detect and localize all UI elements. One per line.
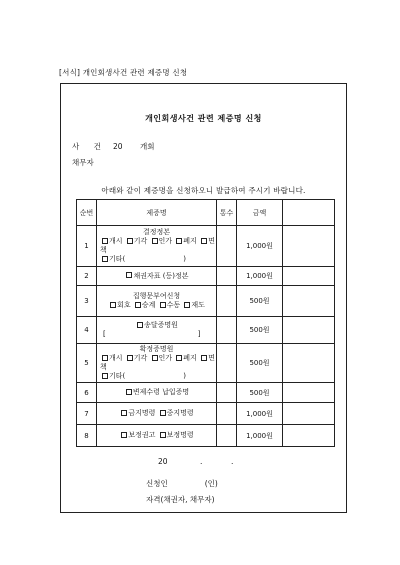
row-fee: 500원 <box>237 286 283 317</box>
seal-mark: (인) <box>204 479 218 488</box>
certificate-table <box>76 199 335 447</box>
debtor-label: 채무자 <box>72 158 94 167</box>
qualification-text: 자격(채권자, 채무자) <box>146 495 215 504</box>
header-name: 제증명 <box>97 200 217 226</box>
row-no: 3 <box>77 286 97 317</box>
row-fee: 500원 <box>237 344 283 383</box>
row-no: 7 <box>77 403 97 425</box>
table-row <box>77 226 335 267</box>
checkbox[interactable] <box>152 238 158 244</box>
checkbox[interactable] <box>121 410 127 416</box>
case-number-line <box>72 141 155 152</box>
row-fee: 500원 <box>237 383 283 403</box>
case-suffix: 개회 <box>140 142 155 151</box>
checkbox[interactable] <box>160 432 166 438</box>
date-year: 20 <box>158 457 168 466</box>
checkbox[interactable] <box>201 355 207 361</box>
row-name: 변제수령 납입증명 <box>97 383 217 403</box>
checkbox[interactable] <box>127 238 133 244</box>
row-name: 채권자표 (등)정본 <box>97 267 217 286</box>
checkbox[interactable] <box>102 355 108 361</box>
table-row <box>77 425 335 447</box>
applicant-label: 신청인 <box>146 479 168 488</box>
header-no: 순번 <box>77 200 97 226</box>
checkbox[interactable] <box>176 355 182 361</box>
row-count[interactable] <box>217 267 237 286</box>
row-fee: 1,000원 <box>237 403 283 425</box>
table-row <box>77 267 335 286</box>
row-extra <box>283 286 335 317</box>
row-name: 결정정본 개시 기각 인가 폐지 면책 기타( ) <box>97 226 217 267</box>
row-no: 5 <box>77 344 97 383</box>
checkbox[interactable] <box>127 355 133 361</box>
row-no: 4 <box>77 317 97 344</box>
date-day: . <box>231 457 234 466</box>
row-name: 송달증명원 [ ] <box>97 317 217 344</box>
checkbox[interactable] <box>121 432 127 438</box>
row-name: 집행문부여신청 회호 승계 수동 재도 <box>97 286 217 317</box>
table-row <box>77 403 335 425</box>
form-caption: [서식] 개인회생사건 관련 제증명 신청 <box>59 68 188 77</box>
checkbox[interactable] <box>102 373 108 379</box>
row-count[interactable] <box>217 403 237 425</box>
row-fee: 1,000원 <box>237 425 283 447</box>
row-no: 8 <box>77 425 97 447</box>
table-row <box>77 344 335 383</box>
row-name: 보정권고 보정명령 <box>97 425 217 447</box>
checkbox[interactable] <box>135 302 141 308</box>
row-count[interactable] <box>217 425 237 447</box>
row-no: 6 <box>77 383 97 403</box>
row-extra <box>283 403 335 425</box>
intro-text: 아래와 같이 제증명을 신청하오니 발급하여 주시기 바랍니다. <box>101 186 306 195</box>
header-fee: 금액 <box>237 200 283 226</box>
row-count[interactable] <box>217 344 237 383</box>
row-extra <box>283 267 335 286</box>
checkbox[interactable] <box>126 389 132 395</box>
checkbox[interactable] <box>102 256 108 262</box>
form-frame <box>60 83 347 513</box>
row-fee: 1,000원 <box>237 267 283 286</box>
header-count: 통수 <box>217 200 237 226</box>
row-no: 1 <box>77 226 97 267</box>
table-header-row <box>77 200 335 226</box>
checkbox[interactable] <box>137 322 143 328</box>
case-label: 사 건 <box>72 142 107 151</box>
date-line <box>158 457 233 466</box>
table-row <box>77 317 335 344</box>
row-extra <box>283 383 335 403</box>
checkbox[interactable] <box>102 238 108 244</box>
applicant-line <box>146 478 218 489</box>
checkbox[interactable] <box>110 302 116 308</box>
checkbox[interactable] <box>160 302 166 308</box>
checkbox[interactable] <box>160 410 166 416</box>
checkbox[interactable] <box>126 272 132 278</box>
row-count[interactable] <box>217 383 237 403</box>
row-extra <box>283 425 335 447</box>
checkbox[interactable] <box>152 355 158 361</box>
checkbox[interactable] <box>184 302 190 308</box>
date-month: . <box>200 457 203 466</box>
checkbox[interactable] <box>176 238 182 244</box>
header-extra <box>283 200 335 226</box>
row-name: 확정증명원 개시 기각 인가 폐지 면책 기타( ) <box>97 344 217 383</box>
table-row <box>77 383 335 403</box>
row-count[interactable] <box>217 317 237 344</box>
row-no: 2 <box>77 267 97 286</box>
case-year: 20 <box>113 142 123 151</box>
row-extra <box>283 344 335 383</box>
row-name: 금지명령 중지명령 <box>97 403 217 425</box>
row-count[interactable] <box>217 226 237 267</box>
table-row <box>77 286 335 317</box>
checkbox[interactable] <box>201 238 207 244</box>
row-extra <box>283 226 335 267</box>
row-count[interactable] <box>217 286 237 317</box>
row-extra <box>283 317 335 344</box>
row-fee: 500원 <box>237 317 283 344</box>
form-title: 개인회생사건 관련 제증명 신청 <box>145 114 262 123</box>
row-fee: 1,000원 <box>237 226 283 267</box>
